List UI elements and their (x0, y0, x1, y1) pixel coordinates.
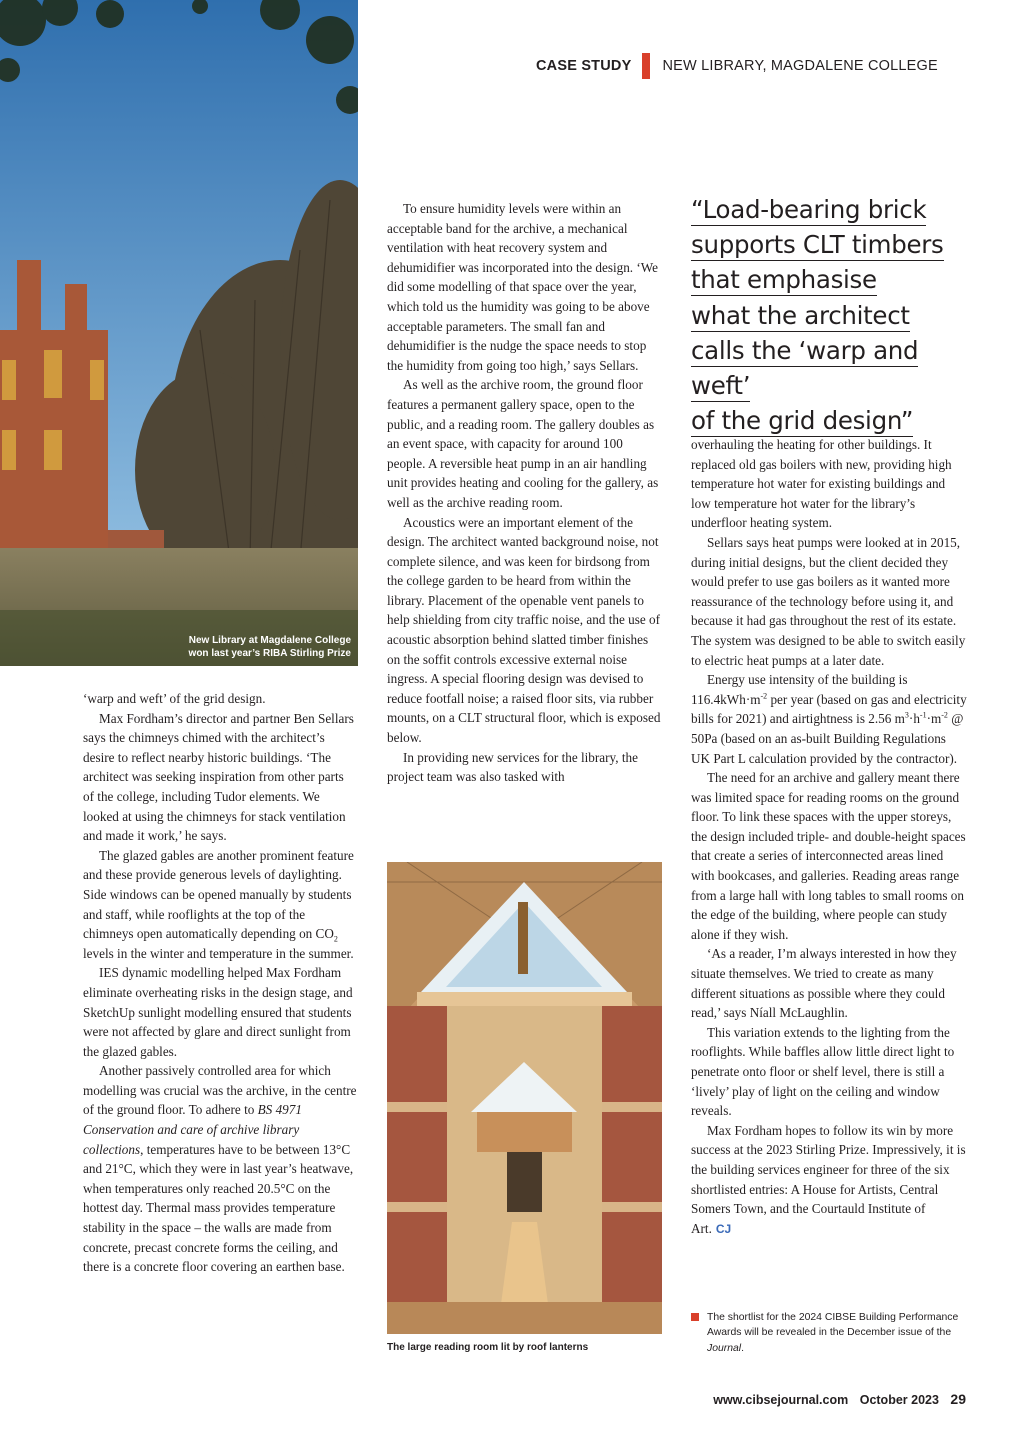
footer-url[interactable]: www.cibsejournal.com (713, 1393, 849, 1407)
exterior-photo-caption (189, 634, 351, 660)
superscript: -2 (941, 710, 948, 720)
paragraph: Max Fordham’s director and partner Ben Sellars says the chimneys chimed with the architect’s desire to reflect nearby historic buildings. ‘The architect was seeking inspiration from other parts of the college, including Tudor elements. We looked at using the chimneys for stack ventilation and made it work,’ he says. (83, 710, 354, 844)
paragraph (83, 1061, 358, 1277)
paragraph: ‘As a reader, I’m always interested in how they situate themselves. We tried to create as many different situations as possible where they could read,’ says Níall McLaughlin. (691, 946, 957, 1021)
exterior-photo (0, 0, 358, 666)
paragraph: In providing new services for the library, the project team was also tasked with (387, 749, 638, 785)
pull-quote (691, 192, 981, 438)
paragraph: The need for an archive and gallery meant there was limited space for reading rooms on the ground floor. To link these spaces with the upper storeys, the design included triple- and double-height spaces that create a series of interconnected areas lined with bookcases, and galleries. Reading areas range from a large hall with long tables to small rooms on the edge of the building, where people can study alone if they wish. (691, 770, 966, 942)
paragraph: IES dynamic modelling helped Max Fordham eliminate overheating risks in the design stage, and SketchUp sunlight modelling ensured that students were not affected by glare and direct sunlight from the glazed gables. (83, 965, 353, 1059)
exterior-caption-line-2: won last year’s RIBA Stirling Prize (188, 648, 351, 659)
text-run: , temperatures have to be between 13°C and 21°C, which they were in last year’s heatwave, when temperatures only reached 20.5°C on the hottest day. Thermal mass provides temperature stability in the space – the walls are made from concrete, precast concrete forms the ceiling, and there is a concrete floor covering an earthen base. (83, 1141, 354, 1275)
paragraph: Sellars says heat pumps were looked at in 2015, during initial designs, but the client decided they would prefer to use gas boilers as it wanted more reassurance of the technology before using it, and because it had gas throughout the rest of its estate. The system was designed to be able to switch easily to electric heat pumps at a later date. (691, 534, 966, 668)
paragraph: As well as the archive room, the ground floor features a permanent gallery space, open to the public, and a reading room. The gallery doubles as an event space, with capacity for around 100 people. A reversible heat pump in an air handling unit provides heating and cooling for the gallery, as well as the archive reading room. (387, 377, 659, 510)
pull-quote-line: of the grid design” (691, 406, 914, 436)
superscript: -2 (760, 691, 768, 701)
pull-quote-line: what the architect (691, 300, 910, 330)
pull-quote-line: calls the ‘warp and weft’ (691, 335, 919, 401)
body-column-3 (691, 435, 968, 1239)
text-run: levels in the winter and temperature in the summer. (83, 945, 354, 961)
paragraph: ‘warp and weft’ of the grid design. (83, 691, 266, 706)
text-run: ·h (908, 711, 920, 727)
pull-quote-line: that emphasise (691, 265, 877, 295)
page-footer (713, 1391, 966, 1407)
exterior-caption-line-1: New Library at Magdalene College (188, 635, 351, 646)
text-run: ·m (926, 711, 942, 727)
paragraph (691, 670, 968, 768)
article-title: NEW LIBRARY, MAGDALENE COLLEGE (662, 58, 938, 74)
paragraph: To ensure humidity levels were within an acceptable band for the archive, a mechanical ventilation with heat recovery system and dehumidifier was incorporated into the design. ‘We did some modelling of that space over the year, which told us the humidity was going to be above acceptable parameters. The small fan and dehumidifier is the nudge the space needs to stop the humidity from going too high,’ says Sellars. (387, 201, 659, 373)
text-run: Max Fordham hopes to follow its win by more success at the 2023 Stirling Prize. Impressively, it is the building services engineer for three of the six shortlisted entries: A House for Artists, Central Somers Town, and the Courtauld Institute of Art. (691, 1122, 966, 1236)
text-run: Energy use intensity of the building is 116.4kWh·m (691, 672, 908, 707)
body-column-1 (83, 689, 358, 1277)
page-number: 29 (950, 1391, 966, 1407)
text-run: The glazed gables are another prominent feature and these provide generous levels of daylighting. Side windows can be opened manually by students and staff, while rooflights at the top of the chimneys open automatically depending on CO (83, 847, 354, 942)
pull-quote-line: “Load-bearing brick (691, 195, 927, 224)
text-run: The shortlist for the 2024 CIBSE Building Performance Awards will be revealed in the December issue of the (707, 1312, 959, 1339)
footnote-text (691, 1310, 966, 1356)
interior-photo-caption: The large reading room lit by roof lanterns (387, 1342, 589, 1353)
interior-photo-graphic (387, 862, 662, 1334)
superscript: 3 (904, 710, 909, 720)
interior-photo (387, 862, 662, 1334)
text-run: per year (based on gas and electricity bills for 2021) and airtightness is 2.56 m (691, 691, 967, 727)
footnote (691, 1310, 966, 1356)
subscript: 2 (333, 934, 338, 944)
text-run: Another passively controlled area for which modelling was crucial was the archive, in the centre of the ground floor. To adhere to (83, 1063, 357, 1118)
paragraph: Acoustics were an important element of the design. The architect wanted background noise, not complete silence, and was keen for birdsong from the college garden to be heard from within the library. Placement of the openable vent panels to help shielding from city traffic noise, and the use of acoustic absorption behind slatted timber finishes on the soffit controls excessive external noise ingress. A special flooring design was devised to reduce footfall noise; a raised floor sits, via rubber mounts, on a CLT structural floor, which is exposed below. (387, 514, 661, 746)
footer-issue: October 2023 (859, 1393, 939, 1407)
note-marker-icon (691, 1313, 699, 1321)
paragraph: This variation extends to the lighting from the rooflights. While baffles allow little direct light to penetrate onto floor or shelf level, there is still a ‘lively’ play of light on the ceiling and window reveals. (691, 1024, 955, 1119)
author-sign-off: CJ (715, 1221, 732, 1236)
exterior-photo-graphic (0, 0, 358, 666)
text-run: @ 50Pa (based on an as-built Building Regulations UK Part L calculation provided by the contractor). (691, 711, 964, 766)
header-divider (642, 53, 650, 79)
publication-name: Journal (707, 1342, 742, 1354)
running-header (536, 52, 964, 80)
pull-quote-line: supports CLT timbers (691, 230, 944, 260)
standard-title: BS 4971 Conservation and care of archive library collections (83, 1102, 302, 1157)
text-run: . (741, 1342, 744, 1354)
paragraph (691, 1121, 968, 1240)
superscript: -1 (919, 710, 927, 720)
body-column-2 (387, 199, 664, 787)
paragraph (83, 846, 358, 964)
paragraph: overhauling the heating for other buildings. It replaced old gas boilers with new, providing high temperature hot water for existing buildings and low temperature hot water for the library’s underfloor heating system. (691, 437, 952, 531)
section-label: CASE STUDY (536, 58, 632, 74)
